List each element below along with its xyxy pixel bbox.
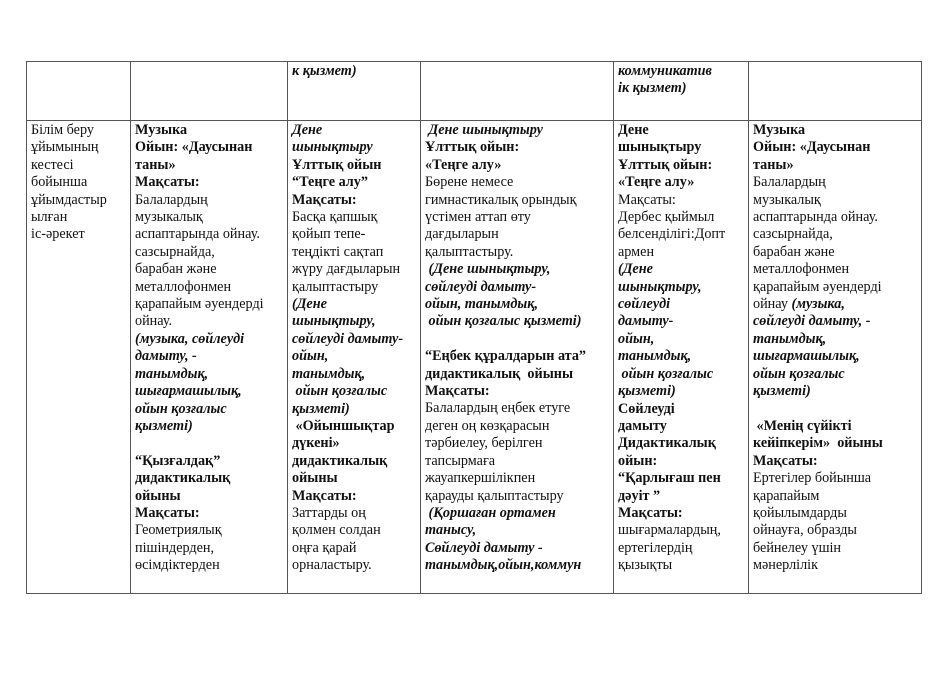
cell-text-line	[753, 453, 917, 470]
table-cell	[288, 62, 421, 121]
cell-text: дидактикалық	[292, 452, 388, 469]
cell-text: шынықтыру,	[292, 313, 376, 330]
cell-text: Мақсаты:	[292, 487, 357, 504]
cell-text-line	[135, 348, 283, 365]
cell-text-line	[618, 488, 744, 505]
cell-text: (музыка, сөйлеуді	[135, 330, 245, 347]
cell-text: Мақсаты:	[135, 174, 200, 191]
cell-text-line	[292, 557, 416, 574]
cell-text-line	[618, 505, 744, 522]
cell-text-line	[425, 488, 609, 505]
cell-text: өсімдіктерден	[135, 557, 220, 574]
cell-text-line	[425, 453, 609, 470]
cell-text: Мақсаты:	[618, 504, 683, 521]
cell-text: ұйымдастыр	[31, 191, 107, 208]
cell-text: Дербес қыймыл	[618, 209, 715, 226]
cell-text-line	[618, 63, 744, 80]
cell-text-line	[292, 313, 416, 330]
cell-text-line	[292, 139, 416, 156]
table-cell	[421, 62, 614, 121]
cell-text-line	[618, 557, 744, 574]
cell-text-line	[425, 174, 609, 191]
cell-text-line	[135, 122, 283, 139]
cell-text: дидактикалық ойыны	[425, 365, 574, 382]
cell-text: дүкені»	[292, 435, 340, 452]
cell-text-line	[135, 157, 283, 174]
cell-text-line	[292, 470, 416, 487]
cell-text: музыкалық	[135, 209, 203, 226]
cell-text: ұйымының	[31, 139, 99, 156]
cell-text: дағдыларын	[425, 226, 499, 243]
cell-text: Мақсаты:	[292, 191, 357, 208]
cell-text-tail: (музыка,	[787, 296, 845, 313]
cell-text-line	[292, 63, 416, 80]
cell-text-line	[292, 401, 416, 418]
table-cell	[131, 62, 288, 121]
cell-text-line	[135, 522, 283, 539]
cell-text: Сөйлеуді дамыту -	[425, 539, 543, 556]
cell-text: қызметі)	[618, 383, 676, 400]
cell-text: қалыптастыру.	[425, 243, 514, 260]
cell-text-line	[753, 522, 917, 539]
cell-text-line	[425, 261, 609, 278]
cell-text: «Теңге алу»	[425, 156, 502, 173]
cell-text: Мақсаты:	[425, 383, 490, 400]
cell-text-line	[618, 209, 744, 226]
cell-text: дамыту-	[618, 313, 674, 330]
cell-text: (Дене	[292, 296, 327, 313]
monday-cell	[131, 121, 288, 594]
cell-text-line	[31, 122, 126, 139]
cell-text: ертегілердің	[618, 539, 693, 556]
cell-text-line	[135, 401, 283, 418]
cell-text-line	[135, 279, 283, 296]
cell-text-line	[753, 488, 917, 505]
cell-text-line	[425, 244, 609, 261]
cell-text-line	[135, 139, 283, 156]
cell-text: жүру дағдыларын	[292, 261, 401, 278]
cell-text: сөйлеуді дамыту, -	[753, 313, 871, 330]
cell-text-line	[425, 383, 609, 400]
cell-text-line	[425, 540, 609, 557]
cell-text-line	[753, 366, 917, 383]
cell-text: қызықты	[618, 557, 673, 574]
cell-text-line	[135, 296, 283, 313]
cell-text: белсенділігі:Допт	[618, 226, 726, 243]
cell-text: іс-әрекет	[31, 226, 85, 243]
cell-text: қарапайым	[753, 487, 820, 504]
cell-text-line	[618, 313, 744, 330]
cell-text-line	[753, 174, 917, 191]
cell-text: қалыптастыру	[292, 278, 379, 295]
cell-text: пішіндерден,	[135, 539, 215, 556]
cell-text-line	[292, 122, 416, 139]
cell-text-line	[135, 557, 283, 574]
cell-text: Дене	[618, 122, 649, 138]
cell-text-line	[135, 453, 283, 470]
cell-text-line	[753, 279, 917, 296]
cell-text-line	[135, 174, 283, 191]
cell-text-line	[292, 366, 416, 383]
cell-text-line	[753, 331, 917, 348]
cell-text: гимнастикалық орындық	[425, 191, 577, 208]
cell-text-line	[425, 470, 609, 487]
cell-text-line	[425, 279, 609, 296]
cell-text-line	[425, 557, 609, 574]
cell-text: армен	[618, 243, 655, 260]
cell-text: “Қарлығаш пен	[618, 470, 721, 487]
cell-text: Балалардың	[753, 174, 826, 191]
cell-text-line	[135, 366, 283, 383]
cell-text: “Еңбек құралдарын ата”	[425, 348, 587, 365]
cell-text: «Теңге алу»	[618, 174, 695, 191]
cell-text-line	[753, 157, 917, 174]
cell-text-line	[135, 192, 283, 209]
cell-text: ойнау	[753, 296, 788, 313]
cell-text-line	[618, 139, 744, 156]
cell-text: Ертегілер бойынша	[753, 470, 872, 487]
cell-text: шығармашылық,	[135, 383, 242, 400]
cell-text: танымдық,	[618, 348, 692, 365]
cell-text-line	[618, 122, 744, 139]
cell-text-line	[425, 296, 609, 313]
cell-text: танымдық,	[292, 365, 366, 382]
cell-text-line	[135, 313, 283, 330]
cell-text: кестесі	[31, 156, 74, 173]
cell-text-line	[31, 139, 126, 156]
cell-text-line	[135, 383, 283, 400]
cell-text: ойын,	[292, 348, 329, 365]
cell-text-line	[292, 540, 416, 557]
cell-text-line	[292, 296, 416, 313]
cell-text-line	[618, 540, 744, 557]
cell-text: Бөрене немесе	[425, 174, 514, 191]
cell-text: Дене	[292, 122, 323, 138]
cell-text-line	[135, 505, 283, 522]
cell-text: ойын қозғалыс	[292, 383, 388, 400]
cell-text-line	[292, 174, 416, 191]
cell-text: Дидактикалық	[618, 435, 716, 452]
cell-text: жауапкершілікпен	[425, 470, 536, 487]
plan-table	[26, 61, 922, 594]
cell-text: Балалардың	[135, 191, 208, 208]
cell-text-line	[618, 366, 744, 383]
cell-text-line	[425, 348, 609, 365]
cell-text: шынықтыру,	[618, 278, 702, 295]
cell-text-line	[618, 348, 744, 365]
cell-text-line	[135, 435, 283, 452]
cell-text: ойнауға, образды	[753, 522, 857, 539]
cell-text: танымдық,ойын,коммун	[425, 557, 582, 574]
cell-text: к қызмет)	[292, 63, 357, 79]
cell-text: қойып тепе-	[292, 226, 366, 243]
cell-text: «Ойыншықтар	[292, 417, 395, 434]
cell-text-line	[753, 401, 917, 418]
cell-text: қарапайым әуендерді	[753, 278, 882, 295]
cell-text-line	[618, 383, 744, 400]
cell-text: Заттарды оң	[292, 504, 366, 521]
cell-text: барабан және	[135, 261, 217, 278]
cell-text-line	[425, 366, 609, 383]
cell-text: ойын,	[618, 330, 655, 347]
cell-text-line	[292, 435, 416, 452]
cell-text-line	[425, 226, 609, 243]
cell-text-line	[31, 157, 126, 174]
cell-text-line	[753, 348, 917, 365]
cell-text-line	[135, 331, 283, 348]
cell-text: танысу,	[425, 522, 477, 539]
cell-text: ойын қозғалыс	[618, 365, 714, 382]
wednesday-cell	[421, 121, 614, 594]
cell-text-line	[292, 383, 416, 400]
cell-text: ік қызмет)	[618, 80, 687, 97]
cell-text-line	[618, 244, 744, 261]
cell-text: коммуникатив	[618, 63, 712, 79]
cell-text: Ойын: «Даусынан	[753, 139, 871, 156]
cell-text: Басқа қапшық	[292, 209, 378, 226]
cell-text: Ұлттық ойын	[292, 156, 382, 173]
cell-text: ылған	[31, 209, 68, 226]
cell-text-line	[618, 80, 744, 97]
cell-text: аспаптарында ойнау.	[753, 209, 878, 226]
cell-text-line	[618, 279, 744, 296]
thursday-cell	[614, 121, 749, 594]
cell-text: Мақсаты:	[135, 504, 200, 521]
friday-cell	[749, 121, 922, 594]
cell-text-line	[753, 435, 917, 452]
cell-text-line	[292, 226, 416, 243]
cell-text-line	[31, 174, 126, 191]
cell-text-line	[292, 488, 416, 505]
cell-text-line	[618, 331, 744, 348]
cell-text-line	[753, 122, 917, 139]
cell-text-line	[753, 296, 917, 313]
cell-text: ойын, танымдық,	[425, 296, 538, 313]
cell-text-line	[753, 313, 917, 330]
cell-text: қарапайым әуендерді	[135, 296, 264, 313]
cell-text-line	[292, 348, 416, 365]
cell-text: металлофонмен	[753, 261, 850, 278]
cell-text-line	[753, 139, 917, 156]
cell-text: тапсырмаға	[425, 452, 496, 469]
cell-text-line	[135, 244, 283, 261]
cell-text-line	[31, 226, 126, 243]
cell-text: Мақсаты:	[753, 452, 818, 469]
cell-text: қызметі)	[135, 417, 193, 434]
cell-text-line	[753, 505, 917, 522]
cell-text-line	[425, 522, 609, 539]
cell-text: танымдық,	[753, 330, 827, 347]
cell-text: Білім беру	[31, 122, 94, 138]
cell-text: аспаптарында ойнау.	[135, 226, 260, 243]
cell-text-line	[618, 418, 744, 435]
cell-text: Музыка	[753, 122, 806, 138]
cell-text-line	[425, 435, 609, 452]
cell-text-line	[618, 157, 744, 174]
cell-text-line	[292, 279, 416, 296]
cell-text: (Дене	[618, 261, 653, 278]
cell-text: таны»	[753, 156, 794, 173]
cell-text: (Дене шынықтыру,	[425, 261, 551, 278]
cell-text-line	[425, 157, 609, 174]
cell-text-line	[425, 209, 609, 226]
cell-text-line	[292, 331, 416, 348]
cell-text-line	[135, 540, 283, 557]
cell-text: бойынша	[31, 174, 88, 191]
cell-text-line	[753, 192, 917, 209]
cell-text-line	[753, 418, 917, 435]
table-cell	[749, 62, 922, 121]
cell-text-line	[135, 209, 283, 226]
cell-text-line	[31, 192, 126, 209]
cell-text-line	[753, 244, 917, 261]
table-cell	[614, 62, 749, 121]
cell-text-line	[753, 226, 917, 243]
table-cell	[27, 62, 131, 121]
cell-text: дидактикалық	[135, 470, 231, 487]
cell-text: сазсырнайда,	[753, 226, 833, 243]
cell-text-line	[135, 226, 283, 243]
cell-text-line	[425, 122, 609, 139]
cell-text: ойын:	[618, 452, 658, 469]
table-row	[27, 62, 922, 121]
cell-text: металлофонмен	[135, 278, 232, 295]
cell-text: Музыка	[135, 122, 188, 138]
cell-text-line	[31, 209, 126, 226]
cell-text: шығармашылық,	[753, 348, 860, 365]
cell-text-line	[425, 418, 609, 435]
cell-text-line	[618, 226, 744, 243]
cell-text-line	[425, 331, 609, 348]
cell-text: сөйлеуді	[618, 296, 671, 313]
table-row	[27, 121, 922, 594]
cell-text: Ұлттық ойын:	[618, 156, 713, 173]
cell-text-line	[618, 192, 744, 209]
cell-text: қызметі)	[292, 400, 350, 417]
cell-text-line	[753, 261, 917, 278]
cell-text: Балалардың еңбек етуге	[425, 400, 571, 417]
cell-text-line	[753, 209, 917, 226]
cell-text: қызметі)	[753, 383, 811, 400]
cell-text: сөйлеуді дамыту-	[292, 330, 404, 347]
cell-text: барабан және	[753, 243, 835, 260]
cell-text-line	[292, 453, 416, 470]
cell-text-line	[425, 400, 609, 417]
cell-text: шынықтыру	[618, 139, 702, 156]
cell-text: сазсырнайда,	[135, 243, 215, 260]
cell-text: тәрбиелеу, берілген	[425, 435, 543, 452]
cell-text: ойнау.	[135, 313, 173, 330]
cell-text-line	[135, 418, 283, 435]
cell-text: “Қызғалдақ”	[135, 452, 221, 469]
cell-text: Ұлттық ойын:	[425, 139, 520, 156]
cell-text: сөйлеуді дамыту-	[425, 278, 537, 295]
cell-text: қарауды қалыптастыру	[425, 487, 564, 504]
cell-text: ойыны	[135, 487, 181, 504]
cell-text: ойын қозғалыс	[135, 400, 227, 417]
cell-text: Сөйлеуді	[618, 400, 675, 417]
cell-text-line	[425, 505, 609, 522]
cell-text-line	[135, 470, 283, 487]
cell-text: Геометриялық	[135, 522, 222, 539]
cell-text: музыкалық	[753, 191, 821, 208]
row-header-cell	[27, 121, 131, 594]
cell-text-line	[618, 174, 744, 191]
cell-text: дамыту, -	[135, 348, 197, 365]
cell-text: кейіпкерім» ойыны	[753, 435, 883, 452]
cell-text: ойын қозғалыс қызметі)	[425, 313, 582, 330]
cell-text: бейнелеу үшін	[753, 539, 842, 556]
cell-text: шынықтыру	[292, 139, 373, 156]
cell-text-line	[618, 522, 744, 539]
cell-text: қолмен солдан	[292, 522, 381, 539]
cell-text: орналастыру.	[292, 557, 372, 574]
cell-text-line	[618, 401, 744, 418]
cell-text-line	[425, 313, 609, 330]
cell-text: шығармалардың,	[618, 522, 721, 539]
cell-text-line	[292, 261, 416, 278]
cell-text: танымдық,	[135, 365, 209, 382]
cell-text-line	[292, 505, 416, 522]
cell-text-line	[292, 244, 416, 261]
cell-text-line	[425, 139, 609, 156]
cell-text-line	[292, 418, 416, 435]
cell-text: «Менің сүйікті	[753, 417, 852, 434]
cell-text-line	[753, 557, 917, 574]
cell-text: таны»	[135, 156, 176, 173]
cell-text-line	[292, 209, 416, 226]
cell-text: оңға қарай	[292, 539, 357, 556]
cell-text-line	[618, 470, 744, 487]
cell-text: үстімен аттап өту	[425, 209, 531, 226]
cell-text-line	[618, 261, 744, 278]
cell-text-line	[618, 296, 744, 313]
cell-text-line	[292, 192, 416, 209]
cell-text-line	[753, 540, 917, 557]
cell-text: мәнерлілік	[753, 557, 819, 574]
cell-text: Дене шынықтыру	[425, 122, 543, 138]
cell-text-line	[135, 261, 283, 278]
cell-text-line	[618, 453, 744, 470]
cell-text: ойыны	[292, 470, 338, 487]
cell-text-line	[753, 383, 917, 400]
cell-text-line	[135, 488, 283, 505]
cell-text: ойын қозғалыс	[753, 365, 845, 382]
cell-text-line	[753, 470, 917, 487]
cell-text: “Теңге алу”	[292, 174, 368, 191]
cell-text: Мақсаты:	[618, 191, 676, 208]
tuesday-cell	[288, 121, 421, 594]
cell-text: қойылымдарды	[753, 504, 847, 521]
cell-text: деген оң көзқарасын	[425, 417, 550, 434]
cell-text-line	[425, 192, 609, 209]
cell-text: дәуіт ”	[618, 487, 661, 504]
cell-text: дамыту	[618, 417, 667, 434]
cell-text: (Қоршаған ортамен	[425, 504, 556, 521]
cell-text-line	[618, 435, 744, 452]
cell-text-line	[292, 522, 416, 539]
cell-text: Ойын: «Даусынан	[135, 139, 253, 156]
cell-text-line	[292, 157, 416, 174]
cell-text: теңдікті сақтап	[292, 243, 384, 260]
